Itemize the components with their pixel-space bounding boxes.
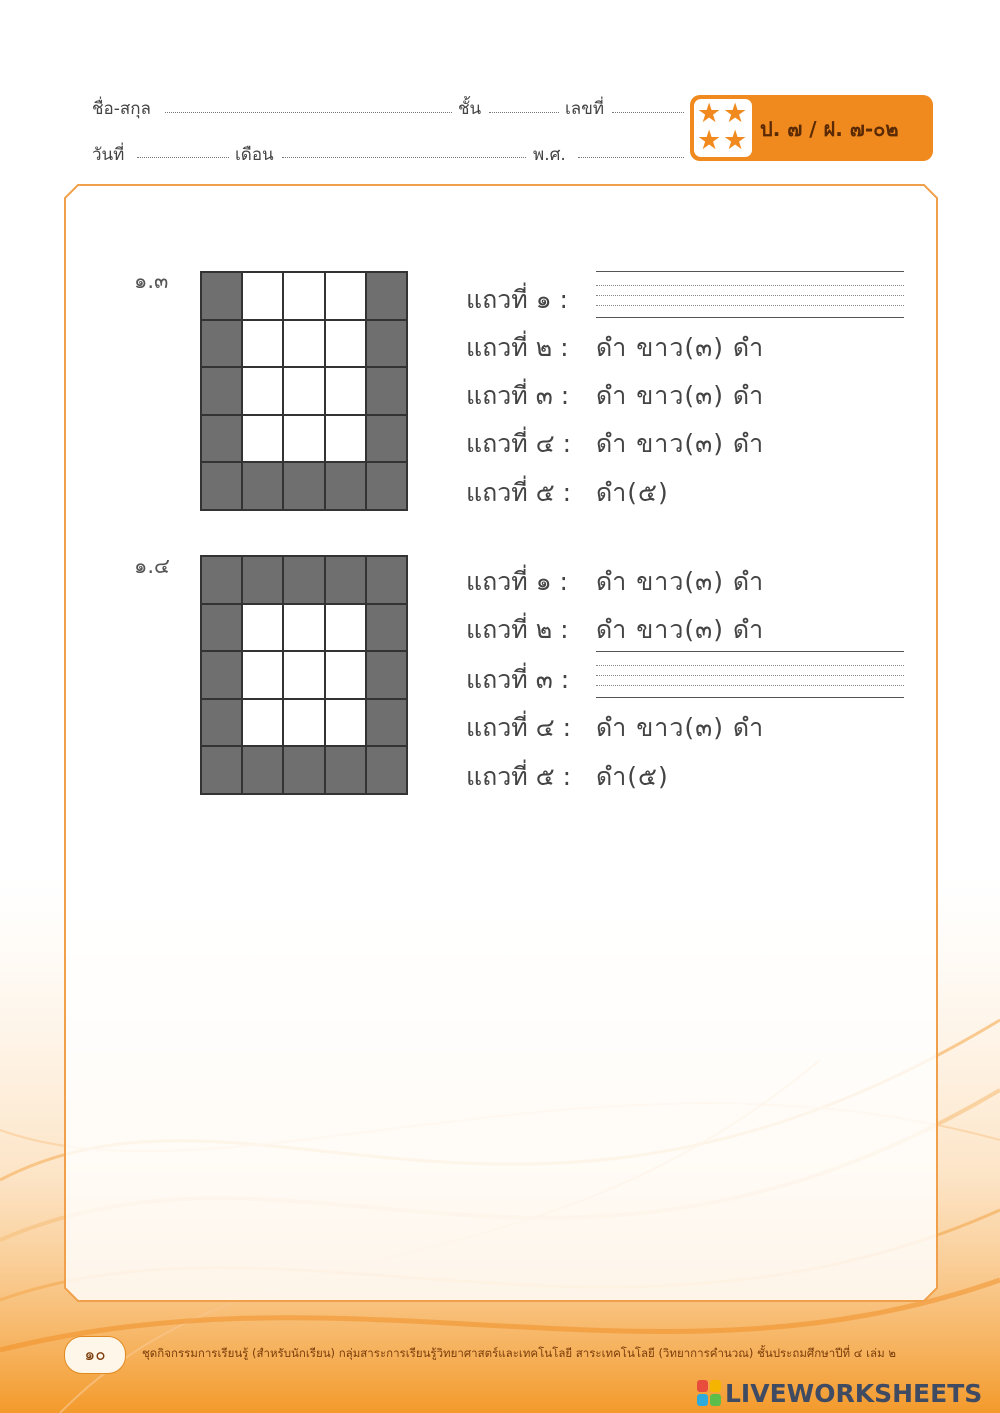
white-cell [283,415,324,463]
black-cell [366,651,407,699]
white-cell [242,604,283,652]
black-cell [366,415,407,463]
black-cell [283,556,324,604]
row-value-5: ดำ(๕) [596,478,669,507]
stars-icon: ★ ★ ★ ★ [694,99,752,157]
level-badge [690,95,933,161]
watermark-text: LIVEWORKSHEETS [725,1378,983,1408]
black-cell [201,320,242,368]
row-label-4: แถวที่ ๔ : [466,713,572,742]
white-cell [242,415,283,463]
exercise-number: ๑.๓ [134,269,169,293]
black-cell [366,746,407,794]
month-label: เดือน [235,145,274,165]
white-cell [325,320,366,368]
white-cell [325,367,366,415]
answer-field[interactable] [596,651,904,697]
day-label: วันที่ [92,145,125,165]
black-cell [201,699,242,747]
black-cell [201,462,242,510]
black-cell [366,604,407,652]
black-cell [325,746,366,794]
white-cell [325,699,366,747]
white-cell [283,699,324,747]
row-value-2: ดำ ขาว(๓) ดำ [596,333,765,362]
row-label-5: แถวที่ ๕ : [466,762,572,791]
page-number: ๑๐ [64,1336,126,1374]
row-value-2: ดำ ขาว(๓) ดำ [596,615,765,644]
black-cell [201,746,242,794]
liveworksheets-icon [697,1380,721,1406]
row-label-2: แถวที่ ๒ : [466,615,569,644]
black-cell [366,272,407,320]
black-cell [366,367,407,415]
row-label-3: แถวที่ ๓ : [466,381,570,410]
footer-text: ชุดกิจกรรมการเรียนรู้ (สำหรับนักเรียน) กลุ่มสาระการเรียนรู้วิทยาศาสตร์และเทคโนโลยี สาระเทคโนโลยี (วิทยาการคำนวณ) ชั้นประถมศึกษาปีที่ ๔ เล่ม ๒ [142,1346,896,1360]
white-cell [283,604,324,652]
white-cell [325,272,366,320]
year-field[interactable] [578,157,684,158]
month-field[interactable] [282,157,526,158]
black-cell [366,556,407,604]
black-cell [242,746,283,794]
row-label-1: แถวที่ ๑ : [466,285,568,314]
row-value-3: ดำ ขาว(๓) ดำ [596,381,765,410]
black-cell [325,556,366,604]
white-cell [325,415,366,463]
row-value-4: ดำ ขาว(๓) ดำ [596,429,765,458]
white-cell [283,651,324,699]
white-cell [283,367,324,415]
black-cell [242,556,283,604]
white-cell [242,272,283,320]
row-label-5: แถวที่ ๕ : [466,478,572,507]
row-value-4: ดำ ขาว(๓) ดำ [596,713,765,742]
pixel-grid [200,555,408,795]
name-field[interactable] [165,112,452,113]
row-label-2: แถวที่ ๒ : [466,333,569,362]
row-label-4: แถวที่ ๔ : [466,429,572,458]
white-cell [242,320,283,368]
black-cell [366,699,407,747]
white-cell [325,651,366,699]
row-label-3: แถวที่ ๓ : [466,665,570,694]
day-field[interactable] [137,157,229,158]
black-cell [201,556,242,604]
black-cell [201,604,242,652]
row-value-1: ดำ ขาว(๓) ดำ [596,567,765,596]
black-cell [201,415,242,463]
class-field[interactable] [489,112,559,113]
answer-field[interactable] [596,271,904,317]
white-cell [242,651,283,699]
black-cell [366,462,407,510]
row-value-5: ดำ(๕) [596,762,669,791]
exercise-number: ๑.๔ [134,554,170,578]
white-cell [242,367,283,415]
pixel-grid [200,271,408,511]
black-cell [283,746,324,794]
year-label: พ.ศ. [533,145,566,165]
row-label-1: แถวที่ ๑ : [466,567,568,596]
class-label: ชั้น [458,99,482,119]
number-field[interactable] [612,112,684,113]
white-cell [283,272,324,320]
black-cell [201,651,242,699]
black-cell [201,272,242,320]
black-cell [366,320,407,368]
white-cell [242,699,283,747]
name-label: ชื่อ-สกุล [92,99,151,119]
black-cell [283,462,324,510]
black-cell [201,367,242,415]
black-cell [325,462,366,510]
white-cell [325,604,366,652]
number-label: เลขที่ [565,99,605,119]
badge-code: ป. ๗ / ฝ. ๗-๐๒ [760,117,899,141]
black-cell [242,462,283,510]
liveworksheets-logo[interactable] [697,1378,982,1408]
white-cell [283,320,324,368]
